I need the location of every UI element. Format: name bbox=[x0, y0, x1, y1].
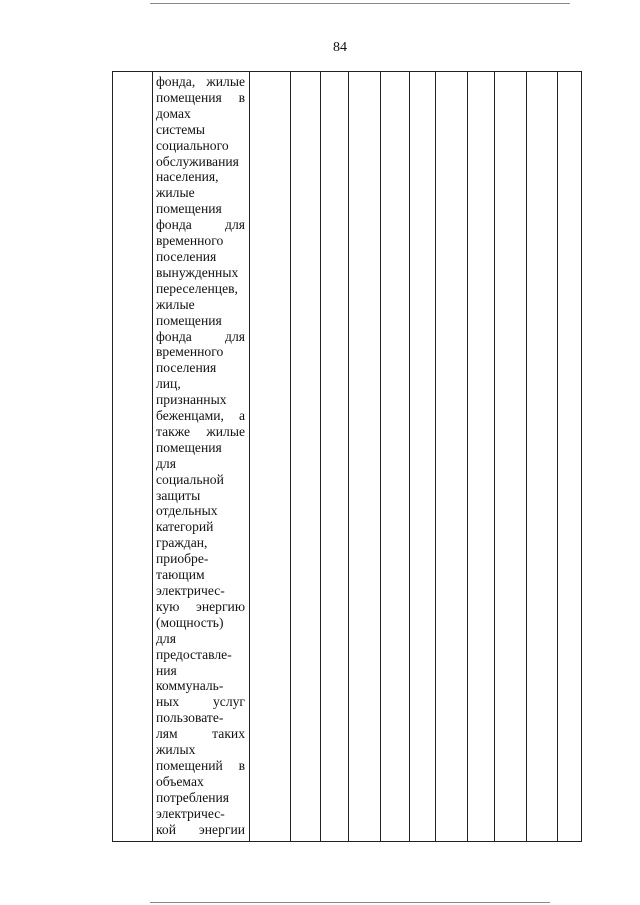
column-divider bbox=[348, 72, 349, 841]
cell-text-line: (мощность) bbox=[156, 614, 224, 630]
cell-text-line: беженцами, а bbox=[156, 408, 245, 424]
cell-text-line: поселения bbox=[156, 248, 217, 264]
column-divider bbox=[435, 72, 436, 841]
cell-text-line: системы bbox=[156, 121, 206, 137]
cell-text-line: помещения bbox=[156, 201, 222, 217]
cell-text-line: приобре- bbox=[156, 551, 209, 567]
cell-text-line: для bbox=[156, 455, 176, 471]
column-divider bbox=[152, 72, 153, 841]
data-table bbox=[112, 71, 582, 842]
cell-text-line: пользовате- bbox=[156, 710, 224, 726]
cell-text-line: фонда для bbox=[156, 217, 245, 233]
column-divider bbox=[320, 72, 321, 841]
cell-text-line: электричес- bbox=[156, 805, 225, 821]
page-edge-top bbox=[150, 3, 570, 4]
cell-text-line: населения, bbox=[156, 169, 219, 185]
column-divider bbox=[526, 72, 527, 841]
cell-text-line: категорий bbox=[156, 519, 214, 535]
table-cell-description bbox=[156, 74, 245, 838]
column-divider bbox=[409, 72, 410, 841]
cell-text-line: тающим bbox=[156, 567, 205, 583]
cell-text-line: объемах bbox=[156, 773, 204, 789]
cell-text-line: потребления bbox=[156, 789, 230, 805]
cell-text-line: домах bbox=[156, 105, 191, 121]
cell-text-line: социальной bbox=[156, 471, 224, 487]
cell-text-line: для bbox=[156, 630, 176, 646]
column-divider bbox=[249, 72, 250, 841]
cell-text-line: предоставле- bbox=[156, 646, 232, 662]
cell-text-line: временного bbox=[156, 233, 224, 249]
cell-text-line: обслуживания bbox=[156, 153, 239, 169]
column-divider bbox=[467, 72, 468, 841]
cell-text-line: помещения bbox=[156, 312, 222, 328]
page-number: 84 bbox=[333, 40, 347, 55]
cell-text-line: вынужденных bbox=[156, 264, 239, 280]
cell-text-line: защиты bbox=[156, 487, 201, 503]
cell-text-line: признанных bbox=[156, 392, 227, 408]
cell-text-line: лиц, bbox=[156, 376, 181, 392]
cell-text-line: ния bbox=[156, 662, 177, 678]
cell-text-line: также жилые bbox=[156, 423, 245, 439]
page-edge-bottom bbox=[150, 902, 550, 903]
column-divider bbox=[494, 72, 495, 841]
cell-text-line: временного bbox=[156, 344, 224, 360]
cell-text-line: поселения bbox=[156, 360, 217, 376]
cell-text-line: переселенцев, bbox=[156, 280, 238, 296]
cell-text-line: лям таких bbox=[156, 726, 245, 742]
cell-text-line: кую энергию bbox=[156, 598, 245, 614]
column-divider bbox=[290, 72, 291, 841]
cell-text-line: помещения в bbox=[156, 89, 245, 105]
cell-text-line: жилых bbox=[156, 742, 196, 758]
cell-text-line: ных услуг bbox=[156, 694, 245, 710]
cell-text-line: помещений в bbox=[156, 757, 245, 773]
cell-text-line: жилые bbox=[156, 185, 195, 201]
cell-text-line: отдельных bbox=[156, 503, 218, 519]
cell-text-line: фонда, жилые bbox=[156, 74, 245, 89]
cell-text-line: жилые bbox=[156, 296, 195, 312]
cell-text-line: фонда для bbox=[156, 328, 245, 344]
cell-text-line: помещения bbox=[156, 439, 222, 455]
cell-text-line: граждан, bbox=[156, 535, 208, 551]
cell-text-line: кой энергии bbox=[156, 821, 245, 837]
column-divider bbox=[557, 72, 558, 841]
cell-text-line: социального bbox=[156, 137, 229, 153]
cell-text-line: электричес- bbox=[156, 583, 225, 598]
cell-text-line: коммуналь- bbox=[156, 678, 224, 694]
column-divider bbox=[380, 72, 381, 841]
